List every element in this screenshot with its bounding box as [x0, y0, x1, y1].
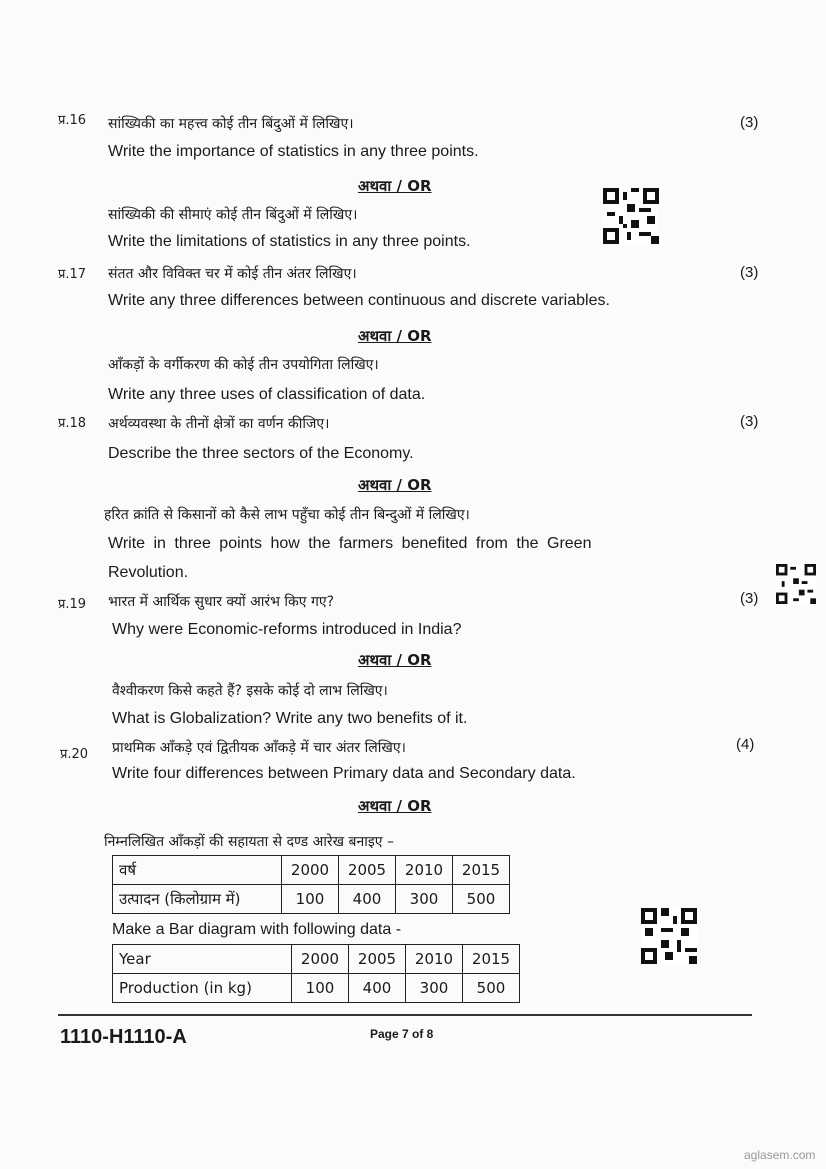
- table-cell: 400: [349, 974, 406, 1003]
- question-text-english: Write four differences between Primary data and Secondary data.: [112, 765, 576, 782]
- table-row: [113, 974, 520, 1003]
- alternate-text-english: Write the limitations of statistics in any three points.: [108, 233, 471, 250]
- table-row: [113, 856, 510, 885]
- table-cell: 500: [453, 885, 510, 914]
- table-header-year: वर्ष: [113, 856, 282, 885]
- question-text-english: Why were Economic-reforms introduced in India?: [112, 621, 462, 638]
- qr-code-icon: [776, 564, 816, 604]
- question-text-hindi: भारत में आर्थिक सुधार क्यों आरंभ किए गए?: [108, 594, 335, 610]
- table-row: [113, 885, 510, 914]
- page-number: Page 7 of 8: [370, 1027, 434, 1041]
- alternate-text-english: What is Globalization? Write any two benefits of it.: [112, 710, 468, 727]
- question-text-hindi: संतत और विविक्त चर में कोई तीन अंतर लिखिए।: [108, 266, 357, 282]
- table-cell: 500: [463, 974, 520, 1003]
- footer-divider: [58, 1014, 752, 1016]
- table-cell: 2000: [282, 856, 339, 885]
- marks: (3): [740, 413, 759, 430]
- table-cell: 2010: [396, 856, 453, 885]
- question-number: प्र.20: [60, 747, 89, 762]
- table-cell: 2015: [453, 856, 510, 885]
- data-table-english: [112, 944, 520, 1003]
- marks: (3): [740, 264, 759, 281]
- table-cell: 2010: [406, 945, 463, 974]
- alternate-text-hindi: निम्नलिखित आँकड़ों की सहायता से दण्ड आरेख बनाइए –: [104, 834, 394, 850]
- table-cell: 100: [282, 885, 339, 914]
- alternate-text-english: Write any three uses of classification of data.: [108, 386, 426, 403]
- marks: (3): [740, 590, 759, 607]
- qr-code-icon: [641, 908, 697, 964]
- table-cell: 2005: [339, 856, 396, 885]
- alternate-text-english-continued: Revolution.: [108, 564, 189, 581]
- table-header-production: उत्पादन (किलोग्राम में): [113, 885, 282, 914]
- table-header-production: Production (in kg): [113, 974, 292, 1003]
- watermark: aglasem.com: [744, 1148, 816, 1162]
- question-text-hindi: अर्थव्यवस्था के तीनों क्षेत्रों का वर्णन कीजिए।: [108, 416, 330, 432]
- table-cell: 400: [339, 885, 396, 914]
- or-label: अथवा / OR: [358, 177, 432, 195]
- table-header-year: Year: [113, 945, 292, 974]
- data-table-hindi: [112, 855, 510, 914]
- question-number: प्र.18: [58, 416, 87, 431]
- table-cell: 2005: [349, 945, 406, 974]
- question-number: प्र.17: [58, 267, 87, 282]
- question-number: प्र.19: [58, 597, 87, 612]
- question-text-english: Describe the three sectors of the Economy.: [108, 445, 414, 462]
- or-label: अथवा / OR: [358, 327, 432, 345]
- question-text-hindi: सांख्यिकी का महत्त्व कोई तीन बिंदुओं में लिखिए।: [108, 116, 354, 132]
- table-cell: 2000: [292, 945, 349, 974]
- marks: (4): [736, 736, 755, 753]
- table-cell: 300: [406, 974, 463, 1003]
- or-label: अथवा / OR: [358, 651, 432, 669]
- question-text-hindi: प्राथमिक आँकड़े एवं द्वितीयक आँकड़े में चार अंतर लिखिए।: [112, 740, 406, 756]
- alternate-text-hindi: हरित क्रांति से किसानों को कैसे लाभ पहुँचा कोई तीन बिन्दुओं में लिखिए।: [104, 507, 470, 523]
- alternate-text-hindi: आँकड़ों के वर्गीकरण की कोई तीन उपयोगिता लिखिए।: [108, 357, 379, 373]
- alternate-text-hindi: वैश्वीकरण किसे कहते हैं? इसके कोई दो लाभ लिखिए।: [112, 683, 388, 699]
- alternate-text-english: Write in three points how the farmers benefited from the Green: [108, 535, 592, 552]
- or-label: अथवा / OR: [358, 476, 432, 494]
- alternate-text-hindi: सांख्यिकी की सीमाएं कोई तीन बिंदुओं में लिखिए।: [108, 207, 358, 223]
- table-cell: 100: [292, 974, 349, 1003]
- or-label: अथवा / OR: [358, 797, 432, 815]
- paper-code: 1110-H1110-A: [60, 1026, 187, 1048]
- qr-code-icon: [603, 188, 659, 244]
- table-cell: 300: [396, 885, 453, 914]
- table-cell: 2015: [463, 945, 520, 974]
- question-number: प्र.16: [58, 113, 87, 128]
- question-text-english: Write the importance of statistics in any three points.: [108, 143, 479, 160]
- marks: (3): [740, 114, 759, 131]
- table-row: [113, 945, 520, 974]
- question-text-english: Write any three differences between continuous and discrete variables.: [108, 292, 610, 309]
- alternate-text-english: Make a Bar diagram with following data -: [112, 921, 402, 938]
